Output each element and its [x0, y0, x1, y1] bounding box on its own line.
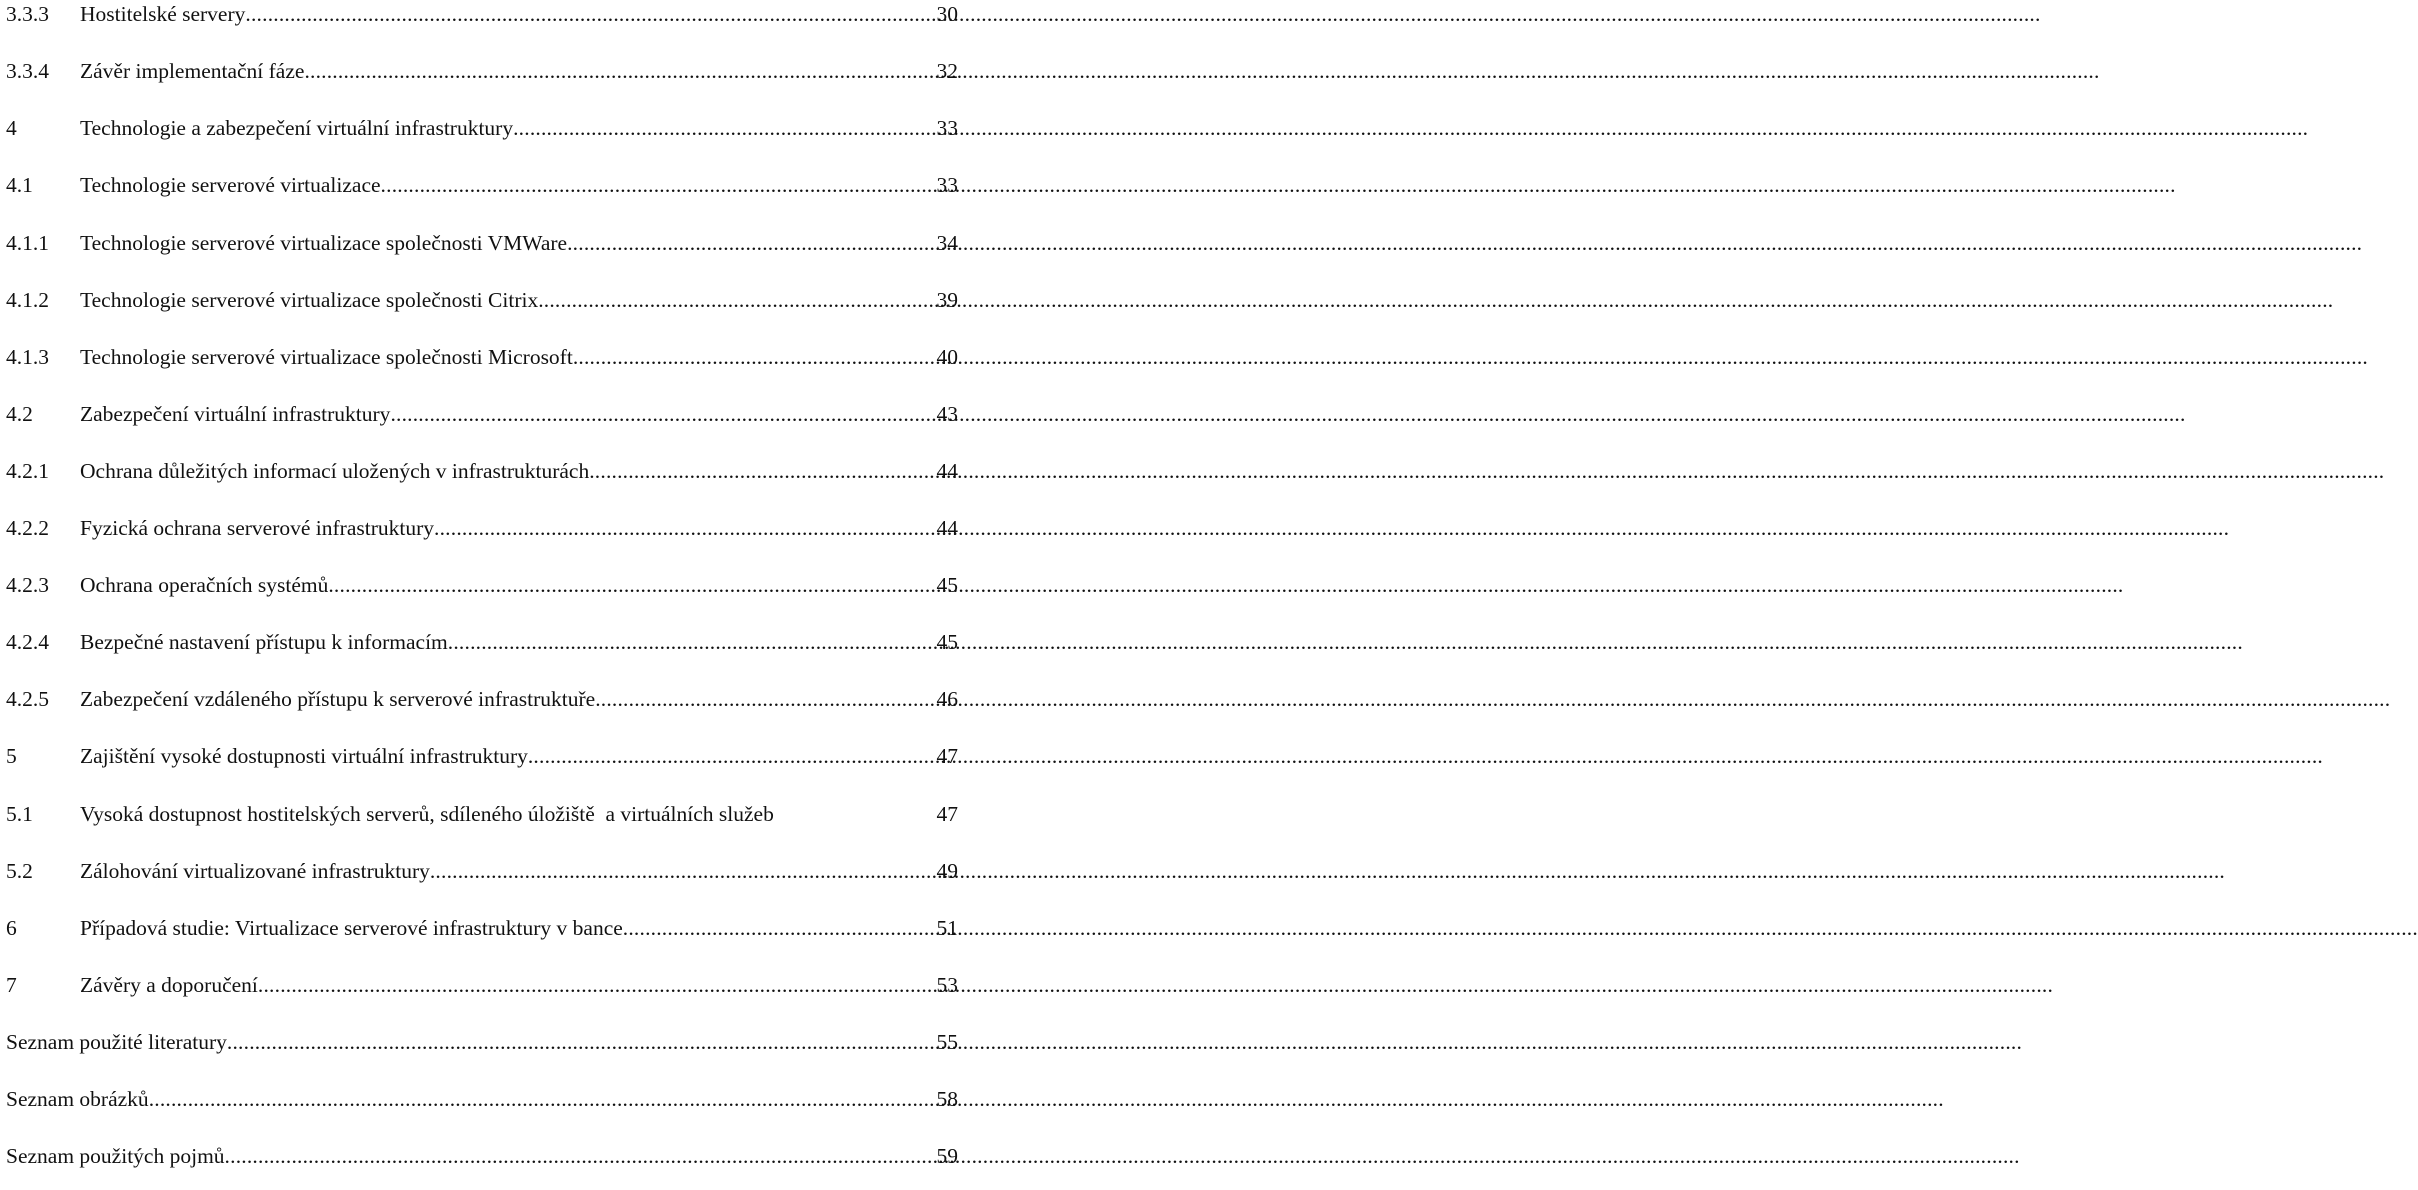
toc-entry[interactable] [6, 853, 958, 889]
toc-entry-page: 30 [936, 2, 958, 26]
toc-entry-title: Technologie serverové virtualizace společnosti Microsoft [80, 345, 573, 369]
toc-entry-title: Hostitelské servery [80, 2, 246, 26]
toc-dot-leader [567, 225, 934, 261]
toc-dot-leader [149, 1081, 935, 1117]
toc-entry-number: 4.2.4 [6, 630, 49, 654]
toc-dot-leader [258, 967, 935, 1003]
toc-entry-page: 34 [936, 231, 958, 255]
toc-dot-leader [227, 1024, 935, 1060]
toc-entry-title: Vysoká dostupnost hostitelských serverů, sdíleného úložiště a virtuálních služeb [80, 802, 774, 826]
toc-dot-leader [538, 282, 934, 318]
toc-entry[interactable] [6, 453, 958, 489]
toc-entry-page: 32 [936, 59, 958, 83]
toc-entry-page: 45 [936, 630, 958, 654]
toc-entry[interactable] [6, 510, 958, 546]
toc-entry-number: 4.1.1 [6, 231, 49, 255]
toc-entry-number: 7 [6, 973, 17, 997]
toc-entry[interactable] [6, 967, 958, 1003]
toc-entry[interactable] [6, 225, 958, 261]
toc-entry[interactable] [6, 1024, 958, 1060]
toc-dot-leader [381, 167, 935, 203]
toc-dot-leader [328, 567, 934, 603]
toc-entry-page: 58 [936, 1087, 958, 1111]
toc-entry-number: 5.1 [6, 802, 33, 826]
toc-entry-page: 44 [936, 459, 958, 483]
toc-entry-number: 5.2 [6, 859, 33, 883]
toc-dot-leader [448, 624, 935, 660]
toc-entry-page: 45 [936, 573, 958, 597]
toc-entry-page: 47 [936, 802, 958, 826]
toc-entry[interactable] [6, 910, 958, 946]
toc-entry-page: 55 [936, 1030, 958, 1054]
toc-entry-number: 4.1.3 [6, 345, 49, 369]
toc-entry[interactable] [6, 681, 958, 717]
toc-entry-title: Závěry a doporučení [80, 973, 258, 997]
toc-dot-leader [589, 453, 934, 489]
toc-entry-title: Závěr implementační fáze [80, 59, 305, 83]
toc-entry[interactable] [6, 396, 958, 432]
toc-entry-number: 4 [6, 116, 17, 140]
toc-entry[interactable] [6, 53, 958, 89]
toc-entry-number: 4.1 [6, 173, 33, 197]
toc-entry-title: Fyzická ochrana serverové infrastruktury [80, 516, 435, 540]
toc-entry-title: Seznam obrázků [6, 1087, 149, 1111]
toc-entry-page: 33 [936, 173, 958, 197]
table-of-contents [0, 0, 960, 1190]
toc-entry-title: Seznam použitých pojmů [6, 1144, 225, 1168]
toc-entry[interactable] [6, 339, 958, 375]
toc-entry-title: Zabezpečení vzdáleného přístupu k serverové infrastruktuře [80, 687, 596, 711]
toc-entry[interactable] [6, 167, 958, 203]
toc-entry[interactable] [6, 1081, 958, 1117]
toc-dot-leader [225, 1138, 935, 1174]
toc-entry-title: Seznam použité literatury [6, 1030, 227, 1054]
toc-entry-number: 4.1.2 [6, 288, 49, 312]
toc-entry[interactable] [6, 796, 958, 832]
toc-entry-number: 5 [6, 744, 17, 768]
toc-entry-number: 4.2.2 [6, 516, 49, 540]
toc-entry-title: Zálohování virtualizované infrastruktury [80, 859, 430, 883]
toc-entry[interactable] [6, 738, 958, 774]
toc-entry-title: Technologie serverové virtualizace společnosti Citrix [80, 288, 539, 312]
toc-dot-leader [573, 339, 935, 375]
toc-entry-page: 47 [936, 744, 958, 768]
toc-entry-title: Technologie serverové virtualizace společnosti VMWare [80, 231, 568, 255]
toc-dot-leader [390, 396, 934, 432]
toc-entry-page: 59 [936, 1144, 958, 1168]
toc-entry-title: Ochrana operačních systémů [80, 573, 329, 597]
toc-entry-title: Zajištění vysoké dostupnosti virtuální infrastruktury [80, 744, 528, 768]
toc-dot-leader [304, 53, 934, 89]
toc-entry-page: 51 [936, 916, 958, 940]
toc-entry-number: 3.3.3 [6, 2, 49, 26]
toc-entry-page: 49 [936, 859, 958, 883]
toc-entry[interactable] [6, 567, 958, 603]
toc-entry-title: Zabezpečení virtuální infrastruktury [80, 402, 391, 426]
toc-entry-title: Bezpečné nastavení přístupu k informacím [80, 630, 448, 654]
toc-entry-title: Případová studie: Virtualizace serverové infrastruktury v bance [80, 916, 623, 940]
toc-dot-leader [430, 853, 935, 889]
toc-entry-number: 4.2.1 [6, 459, 49, 483]
toc-dot-leader [528, 738, 935, 774]
toc-entry-title: Ochrana důležitých informací uložených v infrastrukturách [80, 459, 590, 483]
toc-entry-title: Technologie a zabezpečení virtuální infrastruktury [80, 116, 514, 140]
toc-entry[interactable] [6, 624, 958, 660]
toc-entry-page: 53 [936, 973, 958, 997]
toc-entry-page: 44 [936, 516, 958, 540]
toc-entry-page: 39 [936, 288, 958, 312]
toc-dot-leader [245, 0, 934, 32]
toc-entry-number: 4.2.3 [6, 573, 49, 597]
toc-entry-page: 46 [936, 687, 958, 711]
toc-entry-number: 3.3.4 [6, 59, 49, 83]
toc-entry-page: 33 [936, 116, 958, 140]
toc-entry-number: 4.2 [6, 402, 33, 426]
toc-dot-leader [434, 510, 934, 546]
toc-dot-leader [623, 910, 935, 946]
toc-dot-leader [595, 681, 934, 717]
toc-entry-number: 6 [6, 916, 17, 940]
toc-entry-number: 4.2.5 [6, 687, 49, 711]
toc-dot-leader [513, 110, 934, 146]
toc-entry-page: 40 [936, 345, 958, 369]
toc-entry[interactable] [6, 1138, 958, 1174]
toc-entry[interactable] [6, 110, 958, 146]
toc-entry-page: 43 [936, 402, 958, 426]
toc-entry-title: Technologie serverové virtualizace [80, 173, 381, 197]
toc-entry[interactable] [6, 0, 958, 32]
toc-entry[interactable] [6, 282, 958, 318]
